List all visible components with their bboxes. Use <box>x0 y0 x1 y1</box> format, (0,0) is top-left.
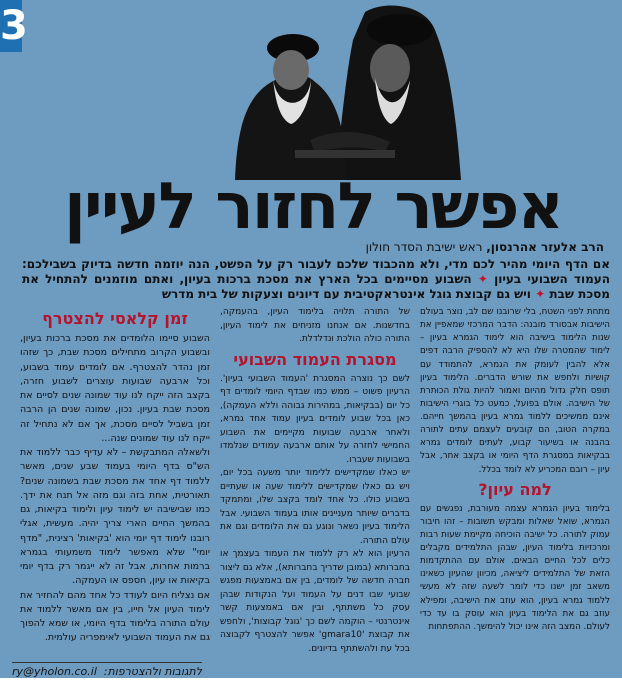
subheading-weekly-page-framework: מסגרת העמוד השבועי <box>233 349 397 369</box>
author-role: ראש ישיבת הסדר חולון <box>365 240 487 254</box>
rabbis-photo <box>215 0 465 180</box>
paragraph: מתחת לפני השטח, בלי שרובנו שם לב, נוצר בעולם הישיבות אבסורד מובנה: הדבר המרכזי שמאפיין את שנות הלימוד בישיבה הוא לימוד הגמרא בעיון – לימוד שהמטרה שלו היא לא להספיק הרבה דפים אלא להבין לעומק את הגמרא, להתמודד עם קושיות ולחפש את שורש הדברים. הלימוד בעיון תופס חלק גדול מהיום ואמור להיות גולת הכותרת של הישיבה. אולם בפועל, כמעט כל בוגרי הישיבות אינם ממשיכים ללמוד גמרא בעיון בהמשך חייהם. במקרה הטוב, הם קובעים לעצמם עתים לתורה בהבנה או בשיעור קבוע, לעתים לומדים גמרא בבקיאות במסגרת הדף היומי או בקצב אחר, אבל עיון – רובם המכריע לא לומד בכלל. <box>420 307 610 475</box>
subheading-why-iyun: למה עיון? <box>478 479 552 499</box>
paragraph: הרעיון הוא לא רק ללמוד את העמוד בעצמך או בחברותא (במובן שדריך בחברותא), אלא גם ליצור חברה חדשה של לומדים, בין אם באמצעות מפגש שבועי שבו דנים על העמוד ועל הנקודות שבהן עסק כל משתתף, ובין אם באמצעות קשר אינטרנטי – הוקמה לשם כך 'גוגל קבוצות', ולחפש את קבוצת 'gmara10' אפשר להצטרף לקבוצה בכל עת ולהשתתף בדיונים. <box>219 549 410 654</box>
paragraph: של התורה תלויה בלימוד העיון, בהעמקה, בחדשנות. אם אנחנו מזניחים את לימוד העיון, התורה כולה הולכת ונדלדלת. <box>220 307 410 344</box>
contact-email[interactable]: ry@yholon.co.il <box>12 665 97 678</box>
diamond-icon: ✦ <box>471 272 495 286</box>
paragraph: יש כאלו שמקדישים ללימוד יותר משעה בכל יום, ויש גם כאלו שמקדישים ללימוד שעה או שעתיים בשבוע כולו. כל אחד לומד בקצב שלו, ומתמקד בדברים שיותר מעניינים אותו בעמוד השבועי. אבל הלימוד בעיון נשאר ונוגע גם את הלומדים וגם את עולם התורה. <box>220 468 410 546</box>
article-column-1 <box>420 306 610 634</box>
page-bottom-strip <box>0 678 622 683</box>
intro-part-2: השבוע מסיימים בכל הארץ את מסכת ברכות בעיון, ואתם מוזמנים להתחיל את מסכת שבת <box>22 272 610 301</box>
article-column-2 <box>220 306 410 656</box>
paragraph: ולשאלה המתבקשת – לא עדיף כבר ללמוד את הש"ס בדף היומי בעמוד שבע שנים, מאשר ללמוד דף אחד את מסכת שבת בשמונה שנים? תאורטית, אחת בזה וגם מזה אל תנח את ידך. כמו שבישיבה יש לימוד עיון ולימוד בקיאות, גם בהמשך החיים הארי צריך יהיה. מעשית, אגלי רובנו לימוד דף יומי הוא 'בקיאות' רצינית, "מדף יומי" שלא מאפשר לימוד משמעותי בגמרא ברמות אחרות, אבל זה לא ייגמר רק בדף יומי בקיאות או עיון, חספס או העמקה. <box>20 447 210 587</box>
subheading-time-to-join: זמן קלאסי להצטרף <box>42 309 188 328</box>
intro-part-1: אם הדף היומי מהיר לכם מדי, ולא מהכבוד שלכם לעבור רק על הפשט, הנה יוזמה חדשה בדיוק בשבילכם: העמוד השבועי בעיון <box>22 257 610 286</box>
paragraph: השבוע סיימו הלומדים את מסכת ברכות בעיון, ובשבוע הקרוב מתחילים מסכת שבת, כך שזהו זמן נהדר להצטרף. אם לומדים עמוד בשבוע, וכל ארבעה שבועות עוצרים לשבוע חזרה, בקצב הזה ייקח לנו עוד שמונה שנים לסיים את מסכת שבת בעיון. נכון, שמונה שנים הן הרבה זמן בשביל לסיים מסכת, אך אם לא נתחיל זה ייקח לנו עוד שמונים שנה... <box>20 333 210 444</box>
paragraph: לשם כך נוצרה המסגרת 'העמוד השבועי בעיון'. הרעיון פשוט – ממש כמו שבדף היומי לומדים דף כל יום (בבקיאות, במהירות גבוהה וללא העמקה), כאן בכל שבוע לומדים בעיון עמוד אחד גמרא, ולאחר ארבעה שבועות מקיימים את השבוע החמישי לחזרה על אותם ארבעה עמודים שנלמדו בשבועות שעברו. <box>220 373 410 465</box>
page-number-tab: 3 <box>0 0 22 52</box>
contact-label: לתגובות ולהצטרפות: <box>103 665 202 678</box>
author-name: הרב אלעזר אהרנסון, <box>486 240 604 254</box>
headline: אפשר לחזור לעיין <box>63 170 563 244</box>
diamond-icon: ✦ <box>530 287 550 301</box>
byline <box>366 240 604 254</box>
paragraph: אם נצליח היום לעודד כל אחד מהם להחזיר את לימוד העיון אל חייו, בין אם מאשר ללמוד את עולם התורה בלימוד בדף היומי, או שמא להפוך גם את העמוד השבועי לאימפריה עולמית. <box>20 589 210 644</box>
paragraph: בלימוד בעיון הגמרא עצמה מעורבת, נפגשים עם הגמרא, שואל שאלות ומבקש תשובות – זהו חיבור עמוק לתורה. כל ישיבה הוכיחה מקיימת שעות רבות ומרכזיות בלימוד העיון, שבהן התלמידים מקבלים כלים לכל החיים הבאים. אולם עם ההתקדמות הזאת של התלמידים ליציאה, מכיוון שהעיון כשאינו משאב זמן ישנו כדי לומר לשעה שזה לא מעשי ללמוד גמרא בעיון, הוא עוזב את הישיבה, ומפילא עוזב גם את הלימוד בעיון הוא עוסק בו עד כדי לעולם. המצב הזה אינו יכול להימשך. ההתפתחות <box>420 503 610 632</box>
intro-paragraph <box>22 257 610 302</box>
intro-part-3: ויש גם קבוצת גוגל אינטראקטיבית עם דיונים וצעקות של בית מדרש <box>161 287 531 301</box>
contact-footer <box>12 662 202 678</box>
article-column-3 <box>20 306 210 646</box>
